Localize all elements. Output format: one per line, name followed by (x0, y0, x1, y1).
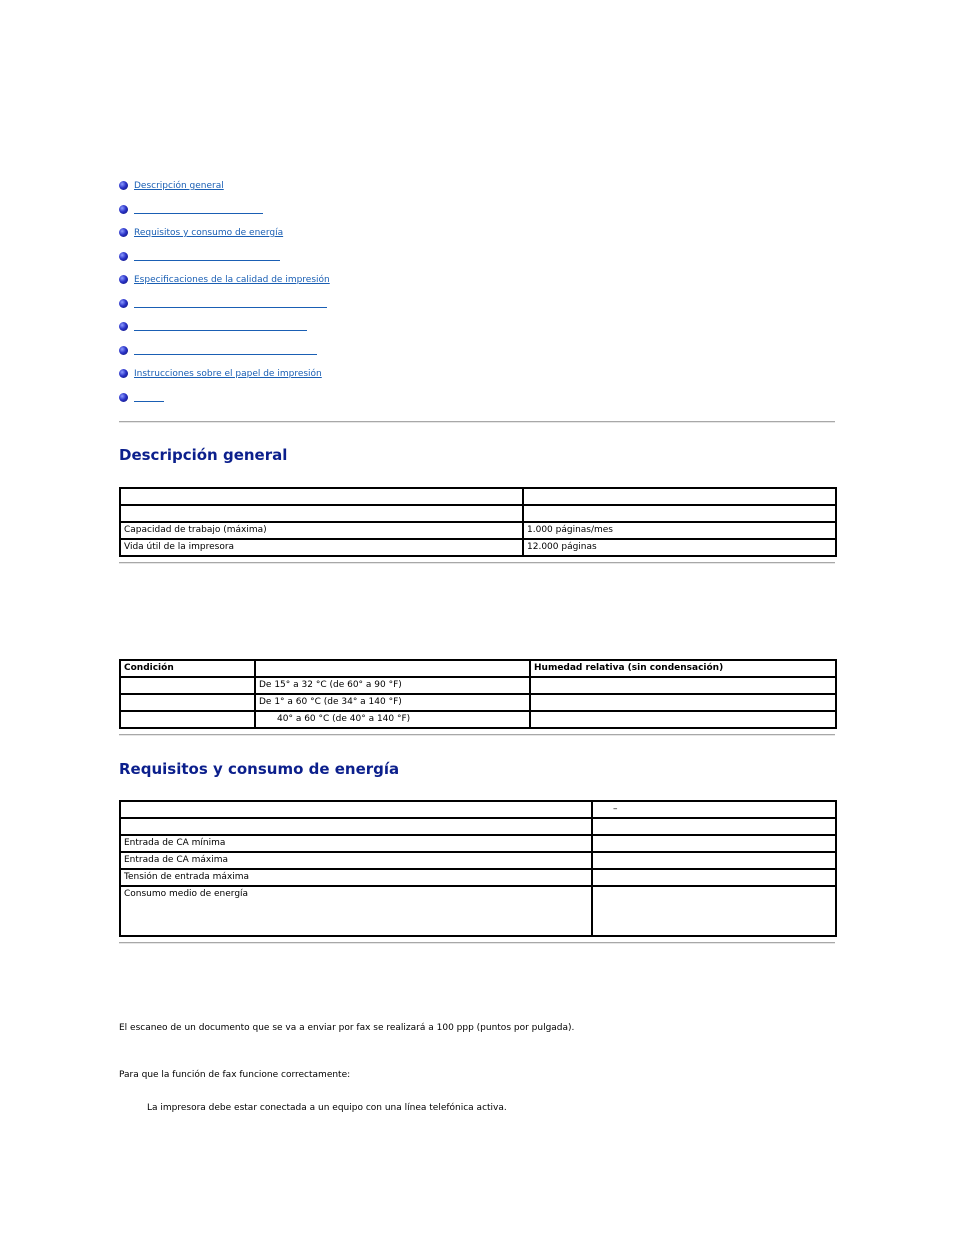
table-cell (523, 505, 836, 522)
bullet-icon (119, 369, 128, 378)
table-row (120, 677, 836, 694)
toc-link-descripcion-general[interactable]: Descripción general (134, 181, 224, 191)
table-cell (530, 711, 836, 728)
table-row (120, 818, 836, 835)
table-cell: De 15° a 32 °C (de 60° a 90 °F) (255, 677, 530, 694)
toc-link-blank[interactable] (134, 401, 164, 402)
bullet-icon (119, 346, 128, 355)
fax-requirements-intro: Para que la función de fax funcione correctamente: (119, 1070, 351, 1080)
table-cell (592, 869, 836, 886)
table-cell: – (592, 801, 836, 818)
toc-link-papel-impresion[interactable]: Instrucciones sobre el papel de impresión (134, 369, 322, 379)
bullet-icon (119, 275, 128, 284)
toc-link-blank[interactable] (134, 260, 280, 261)
toc-link-blank[interactable] (134, 307, 327, 308)
bullet-icon (119, 299, 128, 308)
bullet-icon (119, 252, 128, 261)
table-row (120, 539, 836, 556)
table-cell (530, 694, 836, 711)
environment-table (119, 659, 837, 729)
table-cell (120, 505, 523, 522)
table-row (120, 835, 836, 852)
bullet-icon (119, 228, 128, 237)
table-cell: Entrada de CA máxima (120, 852, 592, 869)
table-cell (523, 488, 836, 505)
table-row (120, 522, 836, 539)
toc-link-blank[interactable] (134, 213, 263, 214)
table-cell: Consumo medio de energía (120, 886, 592, 936)
section-divider (119, 734, 835, 736)
section-title-power: Requisitos y consumo de energía (119, 760, 400, 778)
table-cell (120, 801, 592, 818)
table-row (120, 505, 836, 522)
table-row (120, 886, 836, 936)
table-row (120, 869, 836, 886)
table-cell (120, 488, 523, 505)
table-cell (120, 694, 255, 711)
table-row (120, 694, 836, 711)
table-header-cell (255, 660, 530, 677)
table-cell (592, 852, 836, 869)
table-cell: 40° a 60 °C (de 40° a 140 °F) (255, 711, 530, 728)
table-cell: 12.000 páginas (523, 539, 836, 556)
toc-link-calidad-impresion[interactable]: Especificaciones de la calidad de impresión (134, 275, 330, 285)
toc-link-blank[interactable] (134, 354, 317, 355)
overview-table (119, 487, 837, 557)
table-header-row (120, 660, 836, 677)
fax-scan-resolution-text: El escaneo de un documento que se va a enviar por fax se realizará a 100 ppp (puntos por pulgada). (119, 1023, 575, 1033)
bullet-icon (119, 205, 128, 214)
table-cell: De 1° a 60 °C (de 34° a 140 °F) (255, 694, 530, 711)
table-cell: Vida útil de la impresora (120, 539, 523, 556)
table-cell (592, 818, 836, 835)
table-cell: Tensión de entrada máxima (120, 869, 592, 886)
bullet-icon (119, 393, 128, 402)
table-cell: Entrada de CA mínima (120, 835, 592, 852)
table-row (120, 801, 836, 818)
table-cell (120, 677, 255, 694)
table-cell (120, 818, 592, 835)
table-header-cell: Condición (120, 660, 255, 677)
table-cell (592, 886, 836, 936)
section-title-overview: Descripción general (119, 446, 288, 464)
power-table (119, 800, 837, 937)
section-divider (119, 562, 835, 564)
bullet-icon (119, 322, 128, 331)
bullet-icon (119, 181, 128, 190)
table-cell (120, 711, 255, 728)
toc-link-blank[interactable] (134, 330, 307, 331)
section-divider (119, 942, 835, 944)
table-row (120, 711, 836, 728)
toc-link-requisitos-energia[interactable]: Requisitos y consumo de energía (134, 228, 284, 238)
table-header-cell: Humedad relativa (sin condensación) (530, 660, 836, 677)
table-cell: 1.000 páginas/mes (523, 522, 836, 539)
section-divider (119, 421, 835, 423)
table-row (120, 488, 836, 505)
table-cell (592, 835, 836, 852)
table-cell (530, 677, 836, 694)
table-row (120, 852, 836, 869)
fax-requirement-item: La impresora debe estar conectada a un equipo con una línea telefónica activa. (147, 1103, 507, 1113)
table-cell: Capacidad de trabajo (máxima) (120, 522, 523, 539)
